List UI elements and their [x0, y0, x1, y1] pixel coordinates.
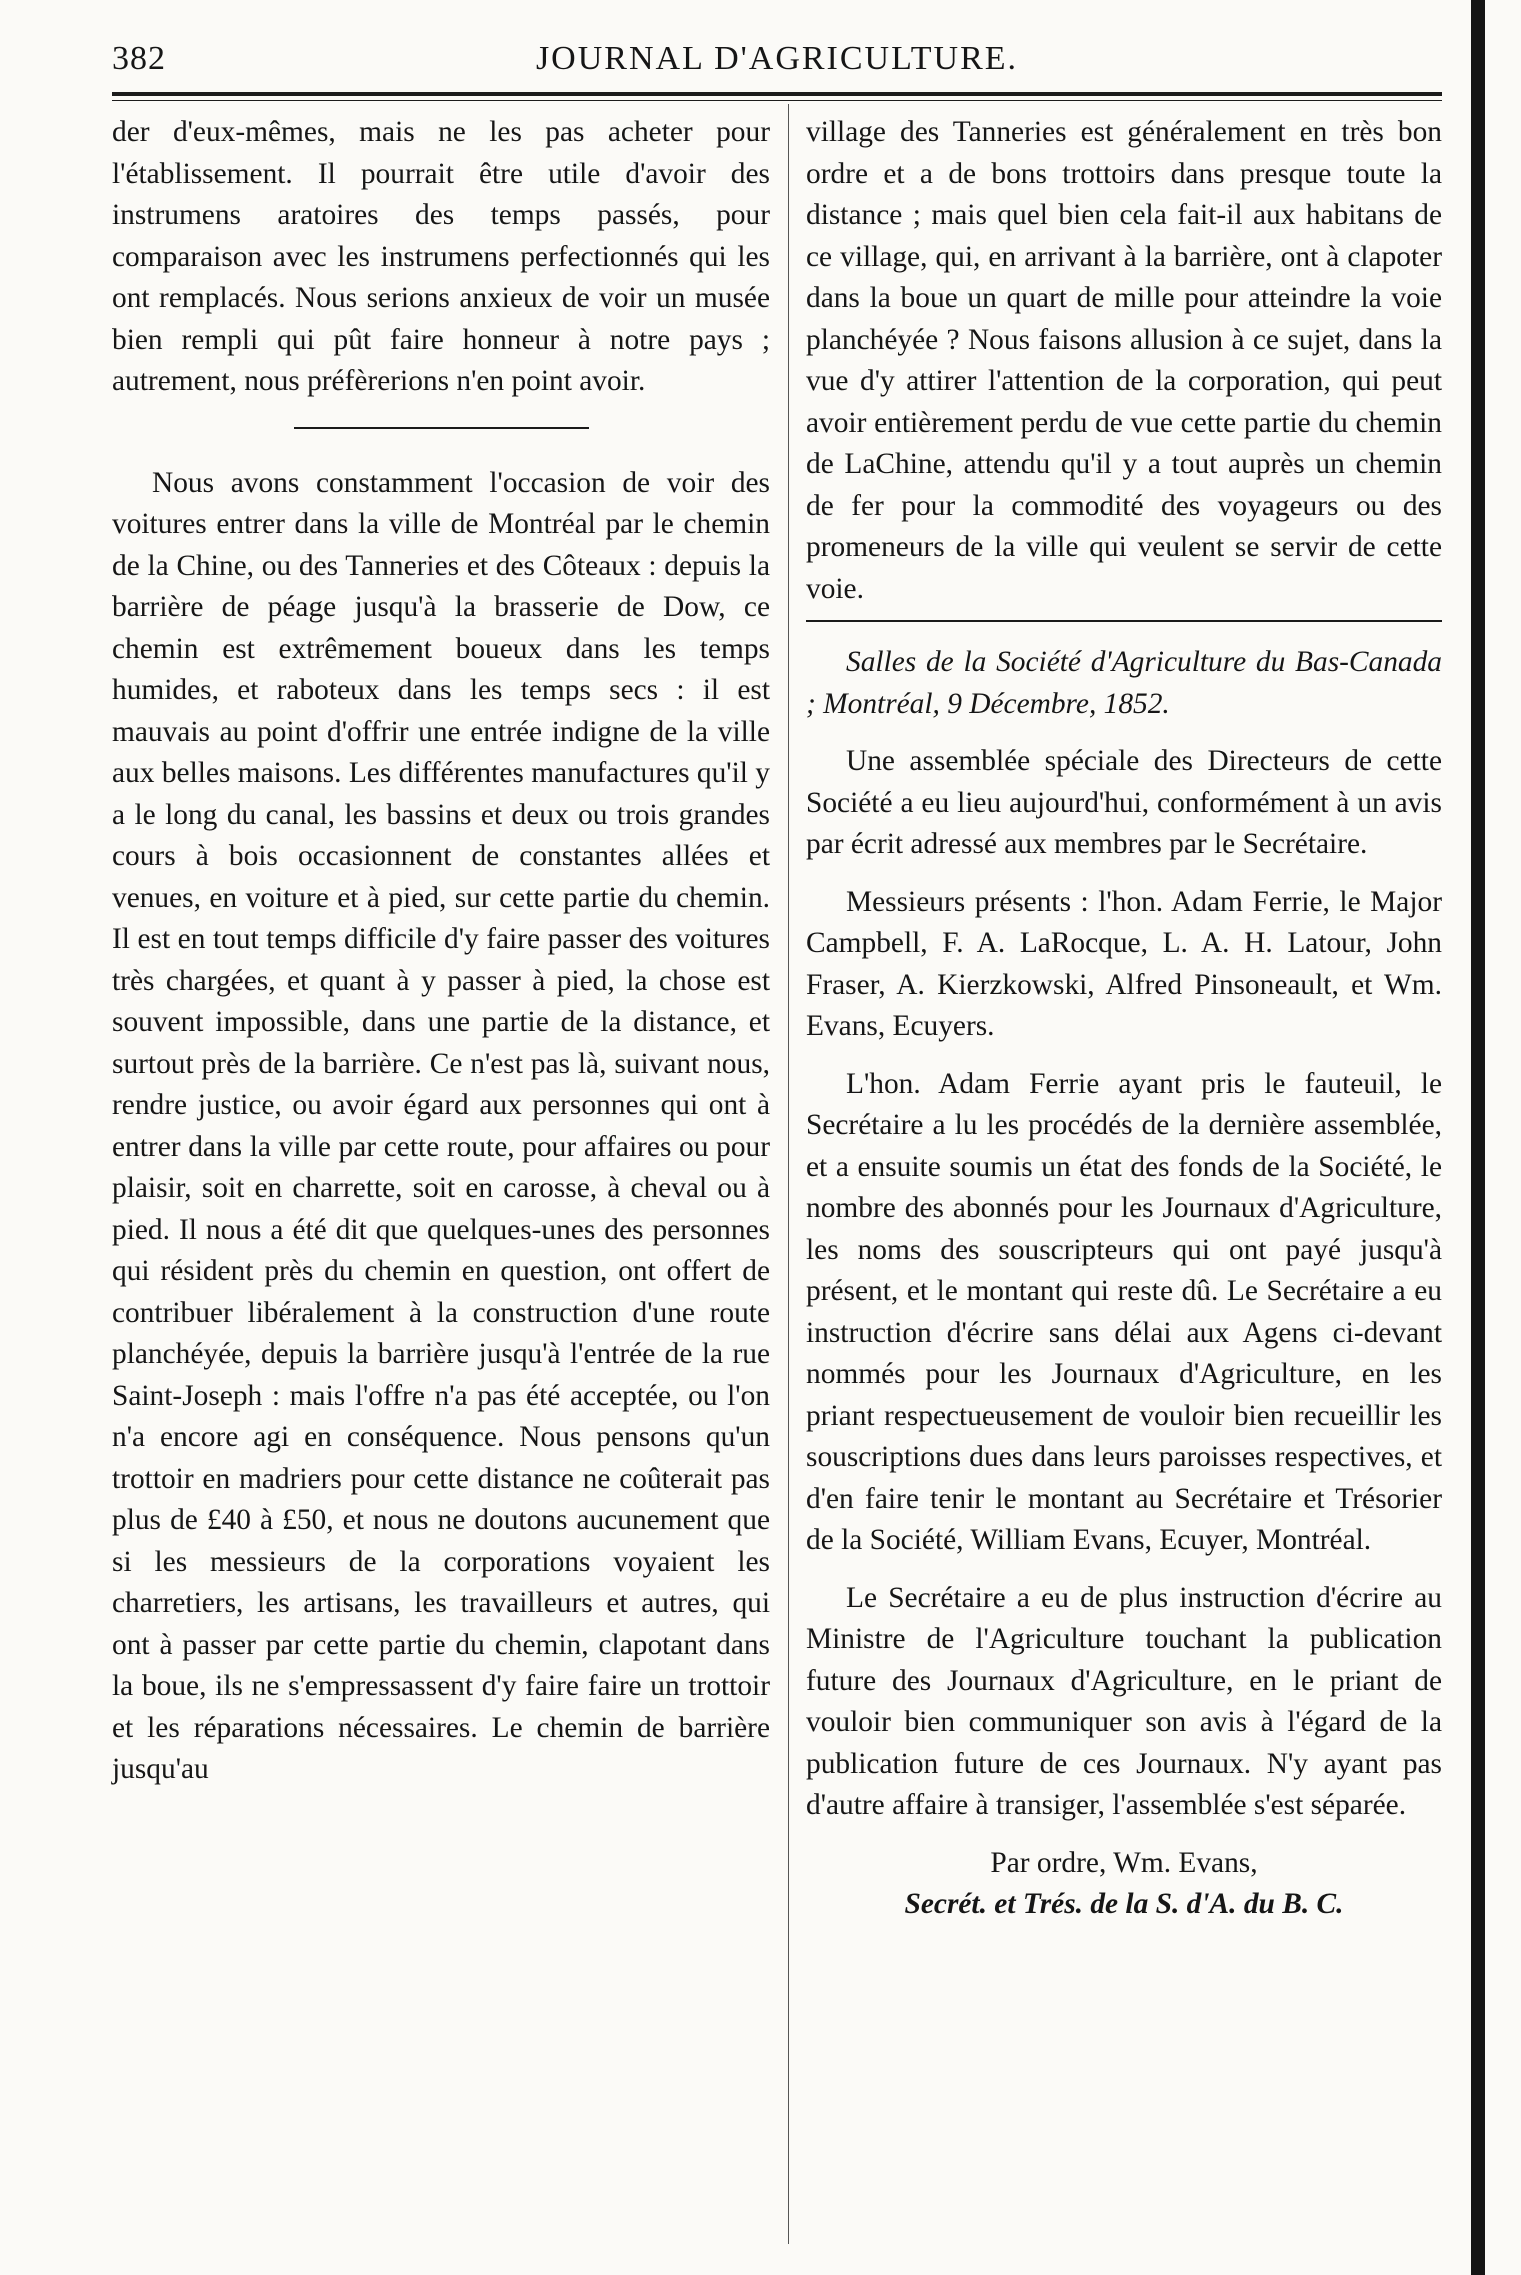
right-section-divider — [806, 620, 1442, 622]
running-title: JOURNAL D'AGRICULTURE. — [535, 40, 1019, 77]
order-line: Par ordre, Wm. Evans, — [990, 1846, 1258, 1879]
right-paragraph-1: village des Tanneries est généralement en très bon ordre et a de bons trottoirs dans presque toute la distance ; mais quel bien cela fait-il aux habitans de ce village, qui, en arrivant à la barrière, ont à clapoter dans la boue un quart de mille pour atteindre la voie planchéyée ? Nous faisons allusion à ce sujet, dans la vue d'y attirer l'attention de la corporation, qui peut avoir entièrement perdu de vue cette partie du chemin de LaChine, attendu qu'il y a tout auprès un chemin de fer pour la commodité des voyageurs ou des promeneurs de la ville qui veulent se servir de cette voie. — [806, 116, 1442, 605]
right-paragraph-2: Une assemblée spéciale des Directeurs de cette Société a eu lieu aujourd'hui, conformément à un avis par écrit adressé aux membres par le Secrétaire. — [806, 745, 1442, 860]
right-paragraph-4: L'hon. Adam Ferrie ayant pris le fauteuil, le Secrétaire a lu les procédés de la dernière assemblée, et a ensuite soumis un état des fonds de la Société, le nombre des abonnés pour les Journaux d'Agriculture, les noms des souscripteurs qui ont payé jusqu'à présent, et le montant qui reste dû. Le Secrétaire a eu instruction d'écrire sans délai aux Agens ci-devant nommés pour les Journaux d'Agriculture, en les priant respectueusement de vouloir bien recueillir les souscriptions dues dans leurs paroisses respectives, et d'en faire tenir le montant au Secrétaire et Trésorier de la Société, William Evans, Ecuyer, Montréal. — [806, 1067, 1442, 1556]
page-edge-bar — [1471, 0, 1485, 2275]
signature-line: Secrét. et Trés. de la S. d'A. du B. C. — [904, 1888, 1344, 1920]
left-paragraph-2: Nous avons constamment l'occasion de voir des voitures entrer dans la ville de Montréal par le chemin de la Chine, ou des Tanneries et des Côteaux : depuis la barrière de péage jusqu'à la brasserie de Dow, ce chemin est extrêmement boueux dans les temps humides, et raboteux dans les temps secs : il est mauvais au point d'offrir une entrée indigne de la ville aux belles maisons. Les différentes manufactures qu'il y a le long du canal, les bassins et deux ou trois grandes cours à bois occasionnent de constantes allées et venues, en voiture et à pied, sur cette partie du chemin. Il est en tout temps difficile d'y faire passer des voitures très chargées, et quant à y passer à pied, la chose est souvent impossible, dans une partie de la distance, et surtout près de la barrière. Ce n'est pas là, suivant nous, rendre justice, ou avoir égard aux personnes qui ont à entrer dans la ville par cette route, pour affaires ou pour plaisir, soit en charrette, soit en carosse, à cheval ou à pied. Il nous a été dit que quelques-unes des personnes qui résident près du chemin en question, ont offert de contribuer libéralement à la construction d'une route planchéyée, depuis la barrière jusqu'à l'entrée de la rue Saint-Joseph : mais l'offre n'a pas été acceptée, ou l'on n'a encore agi en conséquence. Nous pensons qu'un trottoir en madriers pour cette distance ne coûterait pas plus de £40 à £50, et nous ne doutons aucunement que si les messieurs de la corporations voyaient les charretiers, les artisans, les travailleurs et autres, qui ont à passer par cette partie du chemin, clapotant dans la boue, ils ne s'empressassent d'y faire faire un trottoir et les réparations nécessaires. Le chemin de barrière jusqu'au — [112, 466, 770, 1785]
column-divider — [788, 104, 789, 2244]
dateline-date: Montréal, 9 Décembre, 1852. — [823, 687, 1170, 720]
dateline-place: Salles de la Société d'Agriculture du Bas-Canada ; — [806, 646, 1442, 720]
section-divider — [294, 427, 589, 429]
page-number: 382 — [112, 40, 166, 77]
left-column — [112, 112, 770, 1807]
header-rule-thick — [112, 92, 1442, 96]
header-rule-thin — [112, 100, 1442, 101]
meeting-dateline — [806, 642, 1442, 725]
page-header — [112, 40, 1442, 94]
right-paragraph-5: Le Secrétaire a eu de plus instruction d'écrire au Ministre de l'Agriculture touchant la publication future des Journaux d'Agriculture, en le priant de vouloir bien communiquer son avis à l'égard de la publication future de ces Journaux. N'y ayant pas d'autre affaire à transiger, l'assemblée s'est séparée. — [806, 1581, 1442, 1821]
right-column — [806, 112, 1442, 1942]
left-paragraph-1: der d'eux-mêmes, mais ne les pas acheter pour l'établissement. Il pourrait être utile d'avoir des instrumens aratoires des temps passés, pour comparaison avec les instrumens perfectionnés qui les ont remplacés. Nous serions anxieux de voir un musée bien rempli qui pût faire honneur à notre pays ; autrement, nous préfèrerions n'en point avoir. — [112, 116, 770, 397]
right-paragraph-3: Messieurs présents : l'hon. Adam Ferrie, le Major Campbell, F. A. LaRocque, L. A. H. Latour, John Fraser, A. Kierzkowski, Alfred Pinsoneault, et Wm. Evans, Ecuyers. — [806, 885, 1442, 1042]
